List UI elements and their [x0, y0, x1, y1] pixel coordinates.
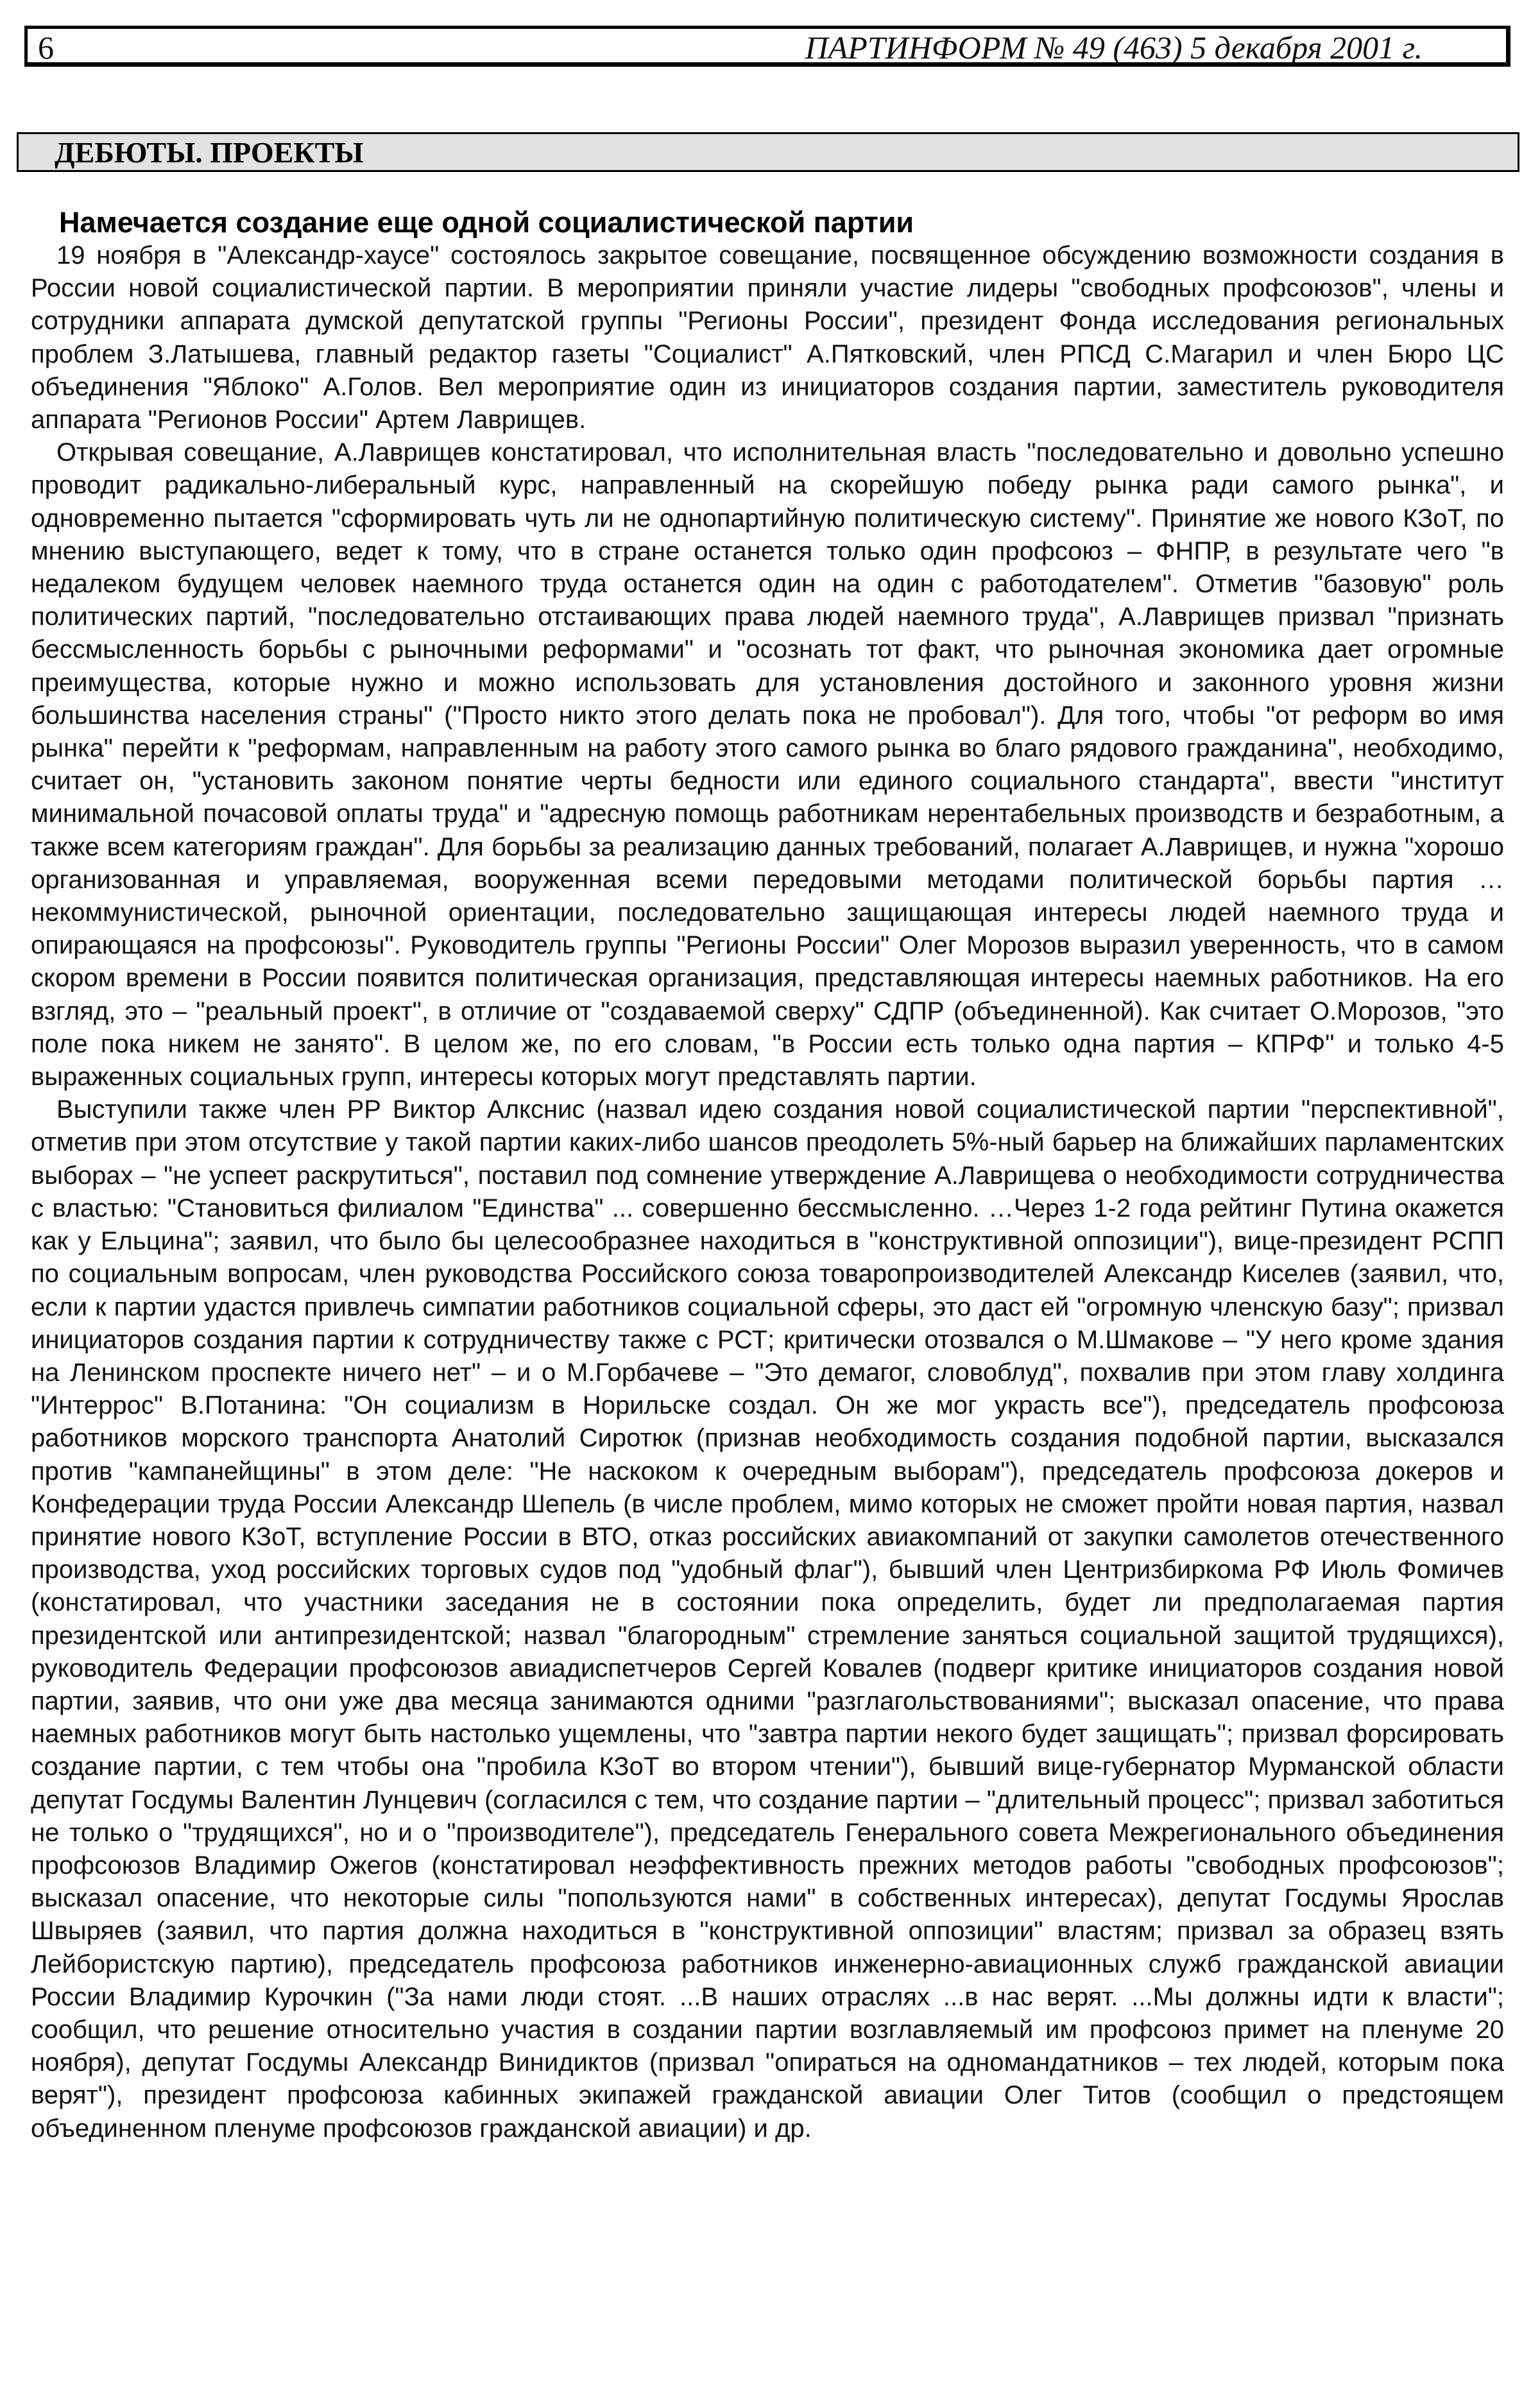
page-number: 6: [38, 30, 54, 65]
article-paragraph: Открывая совещание, А.Лаврищев констатировал, что исполнительная власть "последовательно и довольно успешно проводит радикально-либеральный курс, направленный на скорейшую победу рынка ради самого рынка", и одновременно пытается "сформировать чуть ли не однопартийную политическую систему". Принятие же нового КЗоТ, по мнению выступающего, ведет к тому, что в стране останется только один профсоюз – ФНПР, в результате чего "в недалеком будущем человек наемного труда останется один на один с работодателем". Отметив "базовую" роль политических партий, "последовательно отстаивающих права людей наемного труда", А.Лаврищев призвал "признать бессмысленность борьбы с рыночными реформами" и "осознать тот факт, что рыночная экономика дает огромные преимущества, которые нужно и можно использовать для установления достойного и законного уровня жизни большинства населения страны" ("Просто никто этого делать пока не пробовал"). Для того, чтобы "от реформ во имя рынка" перейти к "реформам, направленным на работу этого самого рынка во благо рядового гражданина", необходимо, считает он, "установить законом понятие черты бедности или единого социального стандарта", ввести "институт минимальной почасовой оплаты труда" и "адресную помощь работникам нерентабельных производств и безработным, а также всем категориям граждан". Для борьбы за реализацию данных требований, полагает А.Лаврищев, и нужна "хорошо организованная и управляемая, вооруженная всеми передовыми методами политической борьбы партия …некоммунистической, рыночной ориентации, последовательно защищающая интересы людей наемного труда и опирающаяся на профсоюзы". Руководитель группы "Регионы России" Олег Морозов выразил уверенность, что в самом скором времени в России появится политическая организация, представляющая интересы наемных работников. На его взгляд, это – "реальный проект", в отличие от "создаваемой сверху" СДПР (объединенной). Как считает О.Морозов, "это поле пока никем не занято". В целом же, по его словам, "в России есть только одна партия – КПРФ" и только 4-5 выраженных социальных групп, интересы которых могут представлять партии.: [31, 438, 1504, 1092]
article-body: [31, 239, 1504, 2145]
article-paragraph: 19 ноября в "Александр-хаусе" состоялось закрытое совещание, посвященное обсуждению возможности создания в России новой социалистической партии. В мероприятии приняли участие лидеры "свободных профсоюзов", члены и сотрудники аппарата думской депутатской группы "Регионы России", президент Фонда исследования региональных проблем З.Латышева, главный редактор газеты "Социалист" А.Пятковский, член РПСД С.Магарил и член Бюро ЦС объединения "Яблоко" А.Голов. Вел мероприятие один из инициаторов создания партии, заместитель руководителя аппарата "Регионов России" Артем Лаврищев.: [31, 241, 1504, 434]
page-header: [24, 26, 1510, 67]
article-paragraph: Выступили также член РР Виктор Алкснис (назвал идею создания новой социалистической партии "перспективной", отметив при этом отсутствие у такой партии каких-либо шансов преодолеть 5%-ный барьер на ближайших парламентских выборах – "не успеет раскрутиться", поставил под сомнение утверждение А.Лаврищева о необходимости сотрудничества с властью: "Становиться филиалом "Единства" ... совершенно бессмысленно. …Через 1-2 года рейтинг Путина окажется как у Ельцина"; заявил, что было бы целесообразнее находиться в "конструктивной оппозиции"), вице-президент РСПП по социальным вопросам, член руководства Российского союза товаропроизводителей Александр Киселев (заявил, что, если к партии удастся привлечь симпатии работников социальной сферы, это даст ей "огромную членскую базу"; призвал инициаторов создания партии к сотрудничеству также с РСТ; критически отозвался о М.Шмакове – "У него кроме здания на Ленинском проспекте ничего нет" – и о М.Горбачеве – "Это демагог, словоблуд", похвалив при этом главу холдинга "Интеррос" В.Потанина: "Он социализм в Норильске создал. Он же мог украсть все"), председатель профсоюза работников морского транспорта Анатолий Сиротюк (признав необходимость создания подобной партии, высказался против "кампанейщины" в этом деле: "Не наскоком к очередным выборам"), председатель профсоюза докеров и Конфедерации труда России Александр Шепель (в числе проблем, мимо которых не сможет пройти новая партия, назвал принятие нового КЗоТ, вступление России в ВТО, отказ российских авиакомпаний от закупки самолетов отечественного производства, уход российских торговых судов под "удобный флаг"), бывший член Центризбиркома РФ Июль Фомичев (констатировал, что участники заседания не в состоянии пока определить, будет ли предполагаемая партия президентской или антипрезидентской; назвал "благородным" стремление заняться социальной защитой трудящихся), руководитель Федерации профсоюзов авиадиспетчеров Сергей Ковалев (подверг критике инициаторов создания новой партии, заявив, что они уже два месяца занимаются одними "разглагольствованиями"; высказал опасение, что права наемных работников могут быть настолько ущемлены, что "завтра партии некого будет защищать"; призвал форсировать создание партии, с тем чтобы она "пробила КЗоТ во втором чтении"), бывший вице-губернатор Мурманской области депутат Госдумы Валентин Лунцевич (согласился с тем, что создание партии – "длительный процесс"; призвал заботиться не только о "трудящихся", но и о "производителе"), председатель Генерального совета Межрегионального объединения профсоюзов Владимир Ожегов (констатировал неэффективность прежних методов работы "свободных профсоюзов"; высказал опасение, что некоторые силы "попользуются нами" в собственных интересах), депутат Госдумы Ярослав Швыряев (заявил, что партия должна находиться в "конструктивной оппозиции" властям; призвал за образец взять Лейбористскую партию), председатель профсоюза работников инженерно-авиационных служб гражданской авиации России Владимир Курочкин ("За нами люди стоят. ...В наших отраслях ...в нас верят. ...Мы должны идти к власти"; сообщил, что решение относительно участия в создании партии возглавляемый им профсоюз примет на пленуме 20 ноября), депутат Госдумы Александр Винидиктов (призвал "опираться на одномандатников – тех людей, которым пока верят"), президент профсоюза кабинных экипажей гражданской авиации Олег Титов (сообщил о предстоящем объединенном пленуме профсоюзов гражданской авиации) и др.: [31, 1095, 1504, 2143]
article-title: Намечается создание еще одной социалистической партии: [59, 206, 914, 239]
section-title: ДЕБЮТЫ. ПРОЕКТЫ: [55, 136, 364, 169]
issue-info: ПАРТИНФОРМ № 49 (463) 5 декабря 2001 г.: [805, 30, 1423, 65]
section-bar: [17, 132, 1519, 172]
